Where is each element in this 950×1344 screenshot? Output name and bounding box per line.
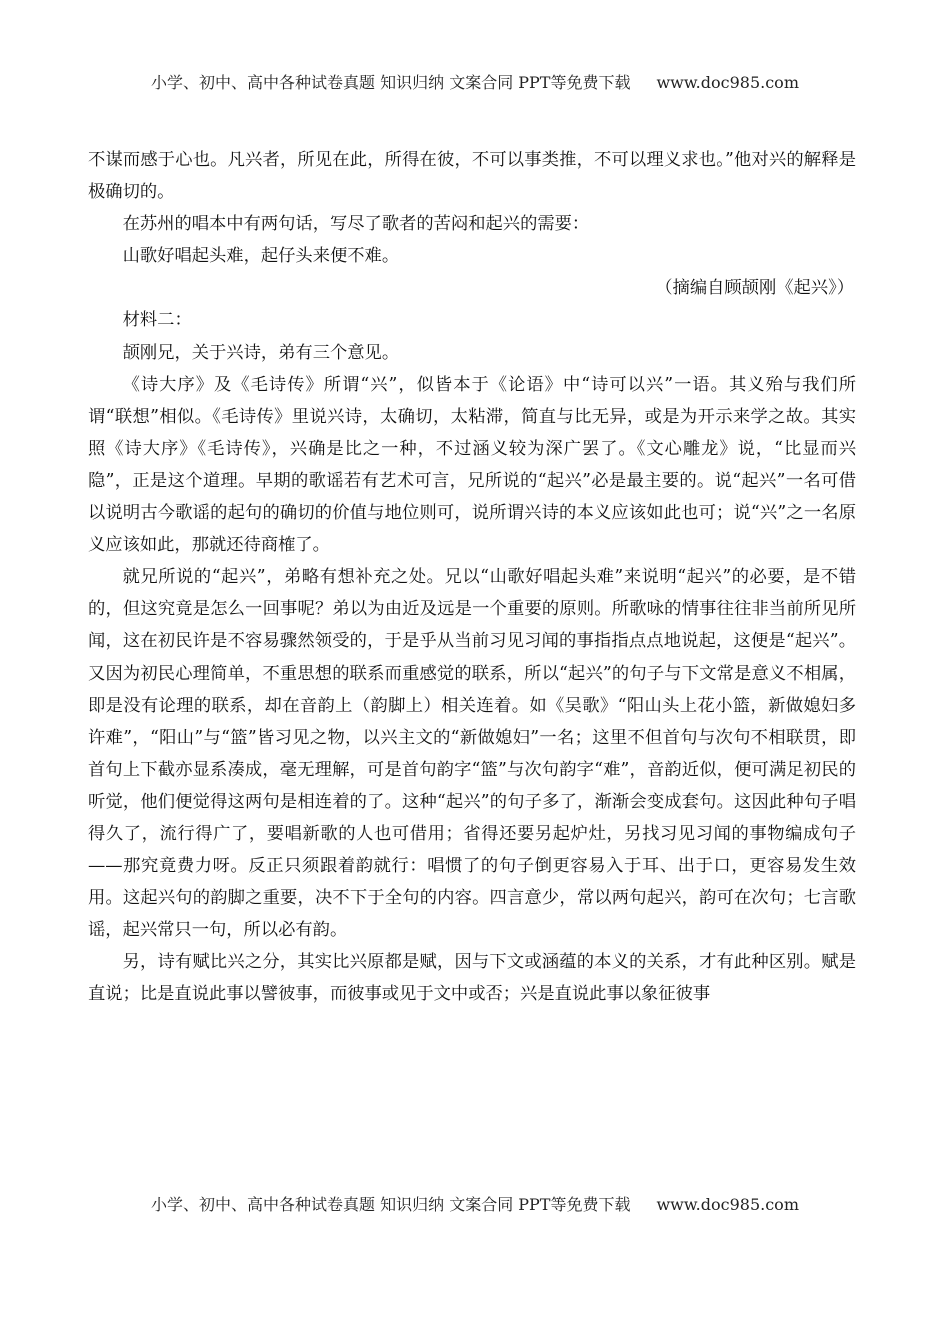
footer-text: 小学、初中、高中各种试卷真题 知识归纳 文案合同 PPT等免费下载 [151, 1195, 631, 1214]
page-header [0, 70, 950, 93]
letter-salutation: 颉刚兄，关于兴诗，弟有三个意见。 [122, 342, 400, 363]
page-footer [0, 1192, 950, 1215]
paragraph-continuation: 不谋而感于心也。凡兴者，所见在此，所得在彼，不可以事类推，不可以理义求也。”他对兴的解释是极确切的。 [88, 150, 856, 203]
paragraph-suzhou-intro: 在苏州的唱本中有两句话，写尽了歌者的苦闷和起兴的需要： [122, 214, 590, 235]
source-citation: （摘编自顾颉刚《起兴》） [655, 278, 854, 299]
paragraph-folk-song-quote: 山歌好唱起头难，起仔头来便不难。 [122, 246, 400, 267]
paragraph-fu-bi-xing: 另，诗有赋比兴之分，其实比兴原都是赋，因与下文或涵蕴的本义的关系，才有此种区别。赋是直说；比是直说此事以譬彼事，而彼事或见于文中或否；兴是直说此事以象征彼事 [88, 952, 856, 1005]
material-two-heading: 材料二： [122, 310, 192, 331]
document-body [88, 144, 856, 1011]
paragraph-qixing-supplement: 就兄所说的“起兴”，弟略有想补充之处。兄以“山歌好唱起头难”来说明“起兴”的必要，是不错的，但这究竟是怎么一回事呢？弟以为由近及远是一个重要的原则。所歌咏的情事往往非当前所见所闻，这在初民许是不容易骤然领受的，于是乎从当前习见习闻的事指指点点地说起，这便是“起兴”。又因为初民心理简单，不重思想的联系而重感觉的联系，所以“起兴”的句子与下文常是意义不相属，即是没有论理的联系，却在音韵上（韵脚上）相关连着。如《吴歌》“阳山头上花小篮，新做媳妇多许难”，“阳山”与“篮”皆习见之物，以兴主文的“新做媳妇”一名；这里不但首句与次句不相联贯，即首句上下截亦显系凑成，毫无理解，可是首句韵字“篮”与次句韵字“难”，音韵近似，便可满足初民的听觉，他们便觉得这两句是相连着的了。这种“起兴”的句子多了，渐渐会变成套句。这因此种句子唱得久了，流行得广了，要唱新歌的人也可借用；省得还要另起炉灶，另找习见习闻的事物编成句子——那究竟费力呀。反正只须跟着韵就行：唱惯了的句子倒更容易入于耳、出于口，更容易发生效用。这起兴句的韵脚之重要，决不下于全句的内容。四言意少，常以两句起兴，韵可在次句；七言歌谣，起兴常只一句，所以必有韵。 [88, 567, 856, 941]
footer-site-link[interactable]: www.doc985.com [656, 1195, 799, 1214]
paragraph-shi-daxu: 《诗大序》及《毛诗传》所谓“兴”，似皆本于《论语》中“诗可以兴”一语。其义殆与我们所谓“联想”相似。《毛诗传》里说兴诗，太确切，太粘滞，简直与比无异，或是为开示来学之故。其实照《诗大序》《毛诗传》，兴确是比之一种，不过涵义较为深广罢了。《文心雕龙》说，“比显而兴隐”，正是这个道理。早期的歌谣若有艺术可言，兄所说的“起兴”必是最主要的。说“起兴”一名可借以说明古今歌谣的起句的确切的价值与地位则可，说所谓兴诗的本义应该如此也可；说“兴”之一名原义应该如此，那就还待商榷了。 [88, 374, 856, 556]
header-text: 小学、初中、高中各种试卷真题 知识归纳 文案合同 PPT等免费下载 [151, 73, 631, 92]
header-site-link[interactable]: www.doc985.com [656, 73, 799, 92]
